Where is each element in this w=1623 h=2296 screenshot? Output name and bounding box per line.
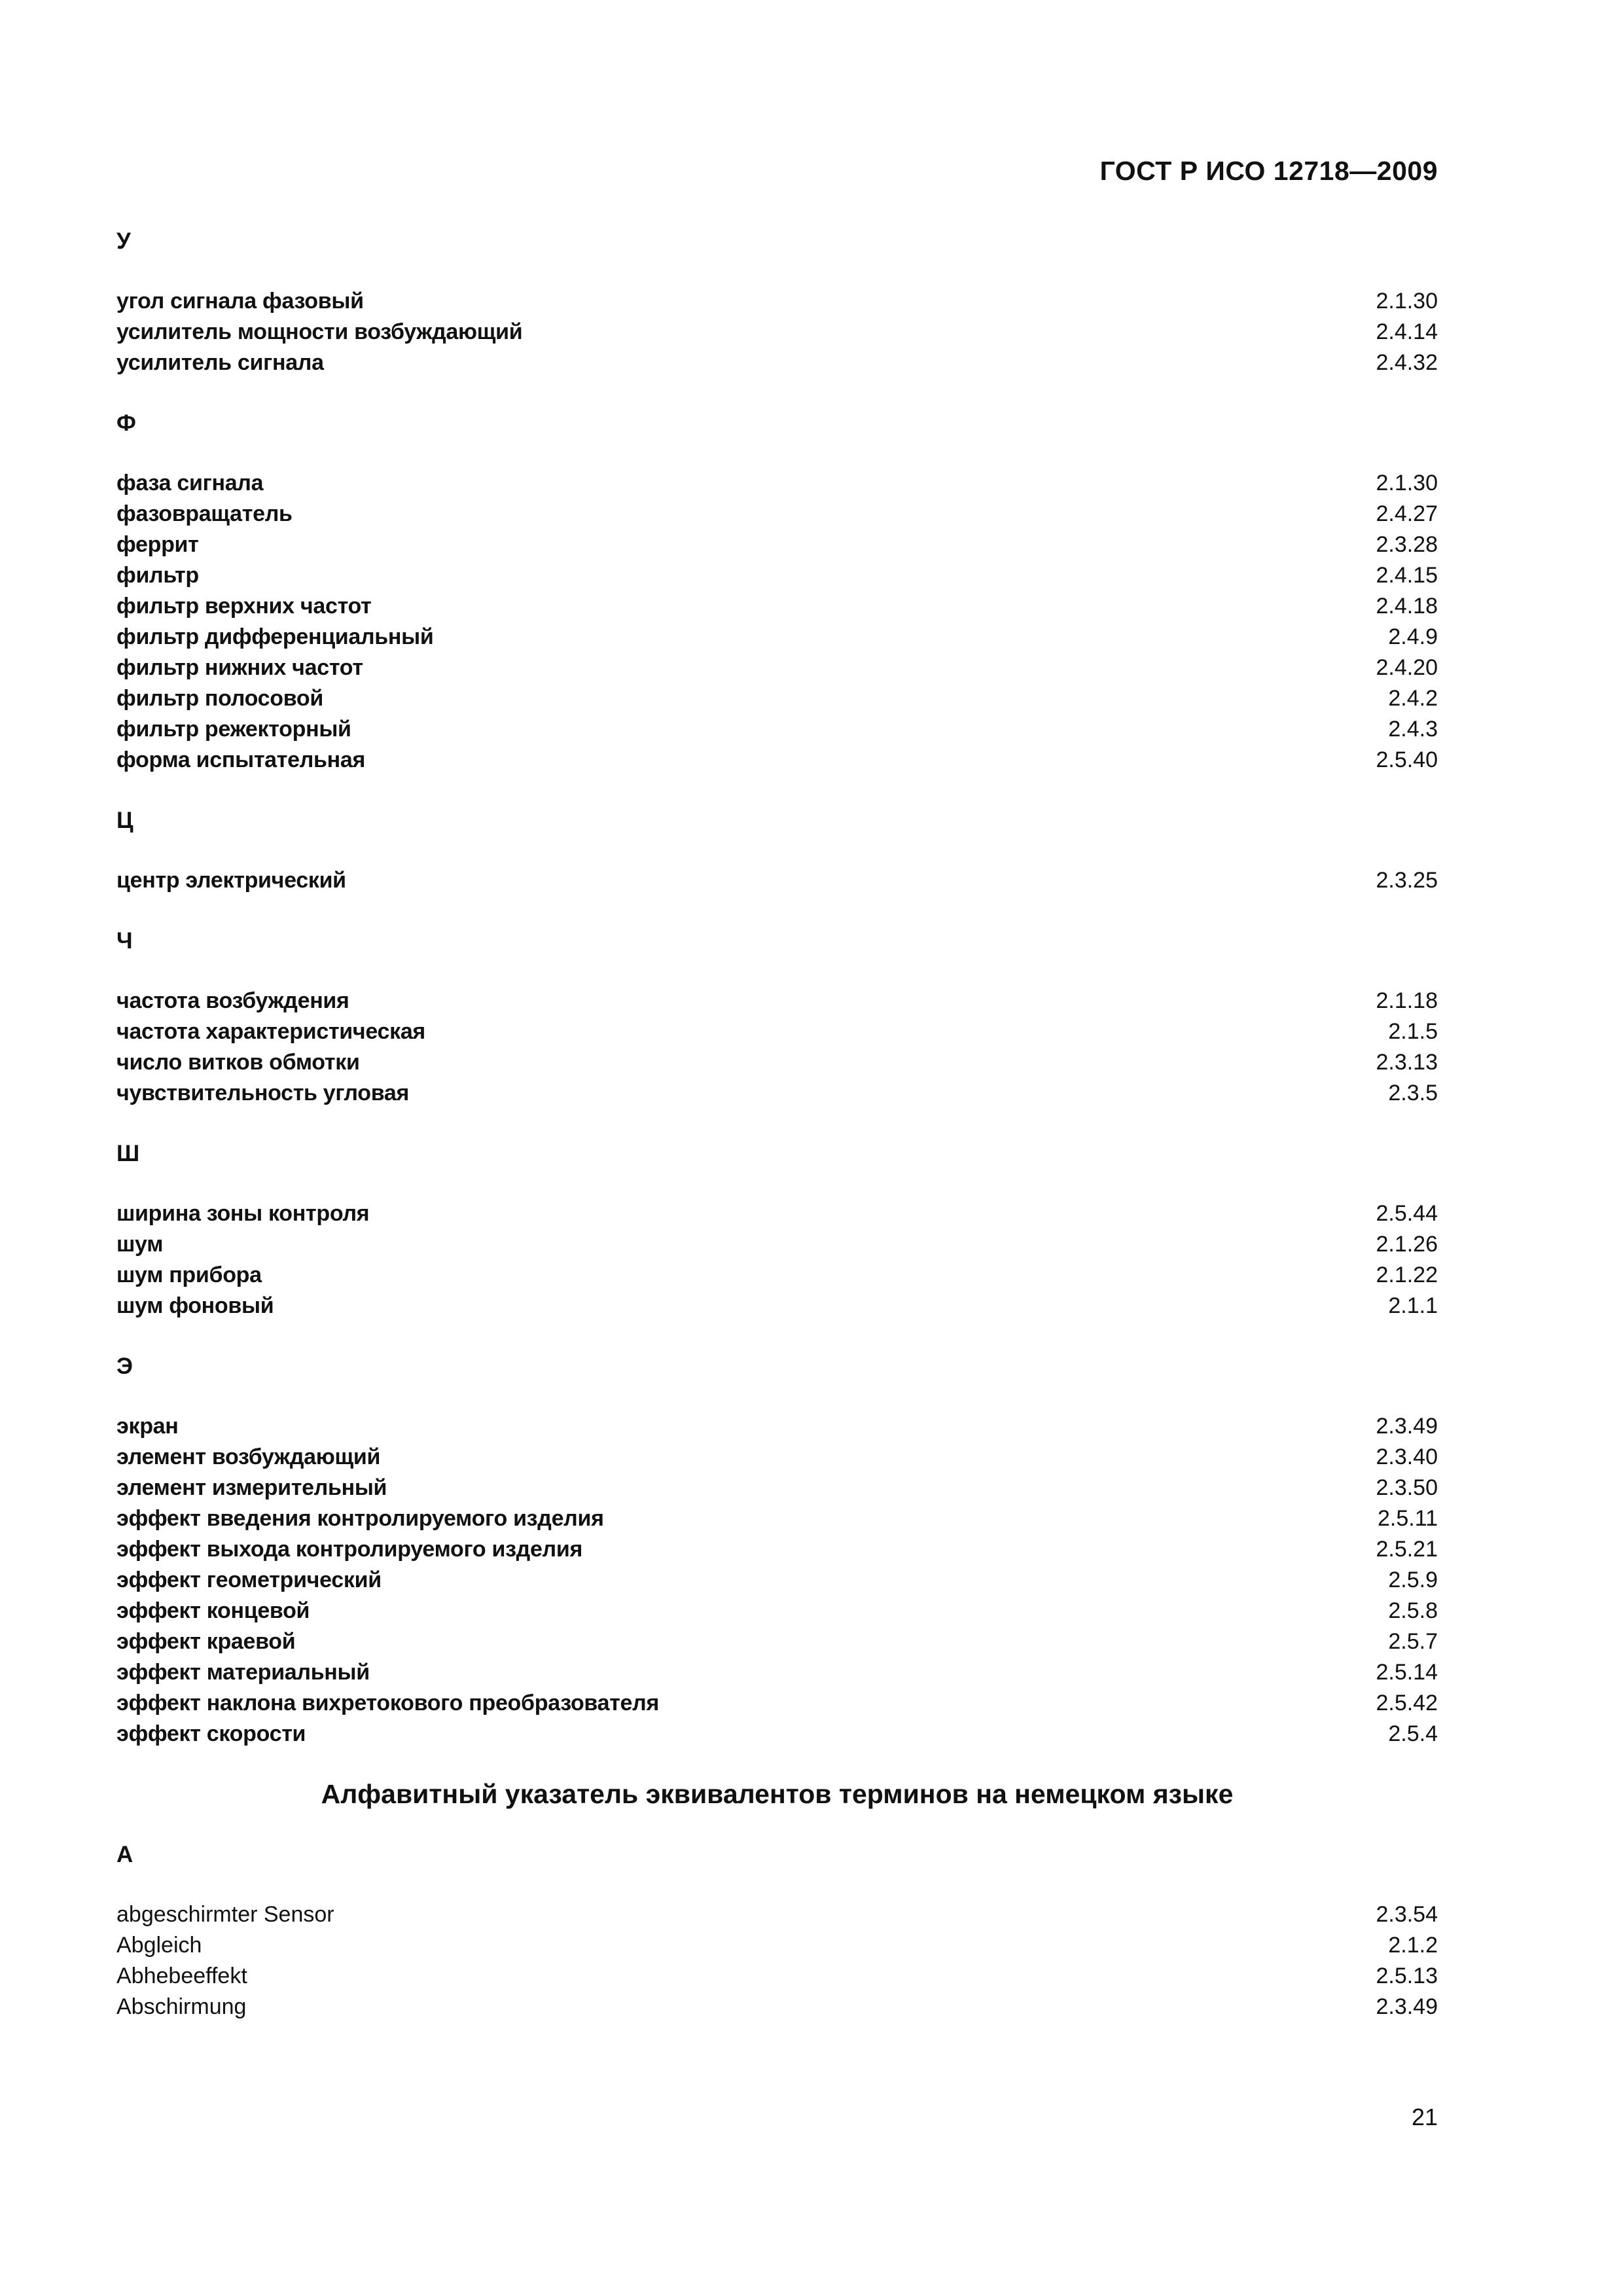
index-section [116,408,1438,805]
index-entry [116,745,1438,776]
section-spacer [116,2022,1438,2052]
entry-term: фильтр [116,563,199,588]
index-entry [116,1930,1438,1961]
section-letter: Ш [116,1141,140,1166]
german-index-title: Алфавитный указатель эквивалентов терминов на немецком языке [321,1779,1234,1809]
entry-reference: 2.5.44 [1376,1201,1438,1226]
entry-reference: 2.4.32 [1376,350,1438,375]
entry-term: эффект скорости [116,1721,306,1746]
entry-term: шум фоновый [116,1293,274,1318]
index-entry [116,1198,1438,1229]
entry-reference: 2.3.5 [1388,1081,1438,1105]
section-spacer [116,1870,1438,1899]
entry-term: частота возбуждения [116,988,349,1013]
entry-term: угол сигнала фазовый [116,289,364,314]
entry-term: Abgleich [116,1933,202,1958]
index-section [116,805,1438,925]
entry-reference: 2.1.1 [1388,1293,1438,1318]
entry-term: эффект концевой [116,1598,310,1623]
entry-reference: 2.1.22 [1376,1263,1438,1287]
entry-term: частота характеристическая [116,1019,425,1044]
entry-reference: 2.5.13 [1376,1964,1438,1988]
entry-reference: 2.4.20 [1376,655,1438,680]
entry-term: Abschirmung [116,1994,247,2019]
entry-reference: 2.5.14 [1376,1660,1438,1685]
entry-reference: 2.1.2 [1388,1933,1438,1958]
section-spacer [116,1749,1438,1779]
entry-term: abgeschirmter Sensor [116,1902,334,1927]
index-entry [116,622,1438,653]
section-spacer [116,776,1438,805]
index-entry [116,1016,1438,1047]
entry-reference: 2.3.25 [1376,868,1438,893]
section-spacer [116,378,1438,408]
entry-reference: 2.5.40 [1376,747,1438,772]
alphabetical-index [116,226,1438,2052]
index-entry [116,560,1438,591]
section-spacer [116,956,1438,986]
section-letter: A [116,1842,134,1867]
index-entry [116,653,1438,683]
index-entry [116,1565,1438,1596]
entry-reference: 2.5.11 [1377,1506,1438,1531]
entry-term: элемент измерительный [116,1475,387,1500]
index-entry [116,986,1438,1016]
section-spacer [116,896,1438,925]
entry-term: число витков обмотки [116,1050,360,1075]
index-entry [116,529,1438,560]
entry-reference: 2.4.27 [1376,501,1438,526]
entry-term: усилитель мощности возбуждающий [116,319,523,344]
index-entry [116,714,1438,745]
section-letter: Ц [116,808,134,833]
entry-term: усилитель сигнала [116,350,324,375]
entry-reference: 2.5.8 [1388,1598,1438,1623]
index-section [116,1839,1438,2052]
section-spacer [116,836,1438,865]
entry-term: фильтр верхних частот [116,594,372,619]
entry-reference: 2.5.7 [1388,1629,1438,1654]
entry-reference: 2.3.49 [1376,1994,1438,2019]
entry-term: форма испытательная [116,747,366,772]
entry-term: эффект материальный [116,1660,370,1685]
section-letter: Ч [116,928,133,954]
index-entry [116,865,1438,896]
entry-term: фазовращатель [116,501,293,526]
document-code-header: ГОСТ Р ИСО 12718—2009 [1099,156,1438,186]
index-entry [116,286,1438,317]
index-section [116,1138,1438,1351]
entry-term: эффект наклона вихретокового преобразователя [116,1691,659,1715]
index-entry [116,317,1438,348]
index-entry [116,591,1438,622]
index-entry [116,1260,1438,1291]
entry-term: чувствительность угловая [116,1081,410,1105]
entry-term: фильтр полосовой [116,686,323,711]
entry-reference: 2.4.18 [1376,594,1438,619]
index-entry [116,1078,1438,1109]
entry-reference: 2.3.28 [1376,532,1438,557]
entry-reference: 2.4.9 [1388,624,1438,649]
entry-reference: 2.5.42 [1376,1691,1438,1715]
entry-term: эффект введения контролируемого изделия [116,1506,604,1531]
section-spacer [116,1321,1438,1351]
entry-term: фильтр нижних частот [116,655,363,680]
entry-reference: 2.4.2 [1388,686,1438,711]
index-entry [116,1229,1438,1260]
index-section [116,226,1438,408]
entry-term: фильтр режекторный [116,717,351,742]
entry-reference: 2.4.14 [1376,319,1438,344]
entry-term: экран [116,1414,179,1439]
section-spacer [116,1169,1438,1198]
entry-term: эффект выхода контролируемого изделия [116,1537,582,1562]
entry-term: центр электрический [116,868,346,893]
index-entry [116,468,1438,499]
entry-term: ширина зоны контроля [116,1201,370,1226]
index-section [116,925,1438,1138]
section-spacer [116,439,1438,468]
index-entry [116,499,1438,529]
entry-reference: 2.3.54 [1376,1902,1438,1927]
entry-reference: 2.1.30 [1376,471,1438,495]
entry-term: фильтр дифференциальный [116,624,434,649]
index-entry [116,1657,1438,1688]
entry-term: феррит [116,532,199,557]
entry-term: эффект краевой [116,1629,296,1654]
index-entry [116,1719,1438,1749]
entry-reference: 2.5.21 [1376,1537,1438,1562]
entry-term: шум прибора [116,1263,262,1287]
entry-reference: 2.4.15 [1376,563,1438,588]
index-entry [116,1442,1438,1473]
index-entry [116,348,1438,378]
entry-reference: 2.1.30 [1376,289,1438,314]
entry-term: фаза сигнала [116,471,264,495]
section-letter: Э [116,1354,133,1379]
entry-reference: 2.3.40 [1376,1444,1438,1469]
entry-reference: 2.3.13 [1376,1050,1438,1075]
entry-reference: 2.1.26 [1376,1232,1438,1257]
index-entry [116,1473,1438,1503]
entry-reference: 2.3.50 [1376,1475,1438,1500]
section-spacer [116,1109,1438,1138]
index-entry [116,1047,1438,1078]
index-entry [116,1899,1438,1930]
section-spacer [116,257,1438,286]
index-entry [116,1596,1438,1626]
section-spacer [116,1382,1438,1411]
section-letter: У [116,228,131,254]
entry-reference: 2.1.18 [1376,988,1438,1013]
index-entry [116,1688,1438,1719]
entry-term: эффект геометрический [116,1568,382,1592]
index-entry [116,1961,1438,1992]
index-entry [116,683,1438,714]
section-letter: Ф [116,410,136,436]
index-entry [116,1534,1438,1565]
index-entry [116,1411,1438,1442]
index-entry [116,1503,1438,1534]
entry-reference: 2.5.4 [1388,1721,1438,1746]
entry-term: элемент возбуждающий [116,1444,381,1469]
page-number: 21 [1411,2104,1438,2130]
index-entry [116,1291,1438,1321]
entry-term: Abhebeeffekt [116,1964,247,1988]
entry-reference: 2.5.9 [1388,1568,1438,1592]
entry-reference: 2.4.3 [1388,717,1438,742]
entry-reference: 2.3.49 [1376,1414,1438,1439]
entry-reference: 2.1.5 [1388,1019,1438,1044]
entry-term: шум [116,1232,164,1257]
index-entry [116,1992,1438,2022]
index-entry [116,1626,1438,1657]
index-section [116,1351,1438,1779]
